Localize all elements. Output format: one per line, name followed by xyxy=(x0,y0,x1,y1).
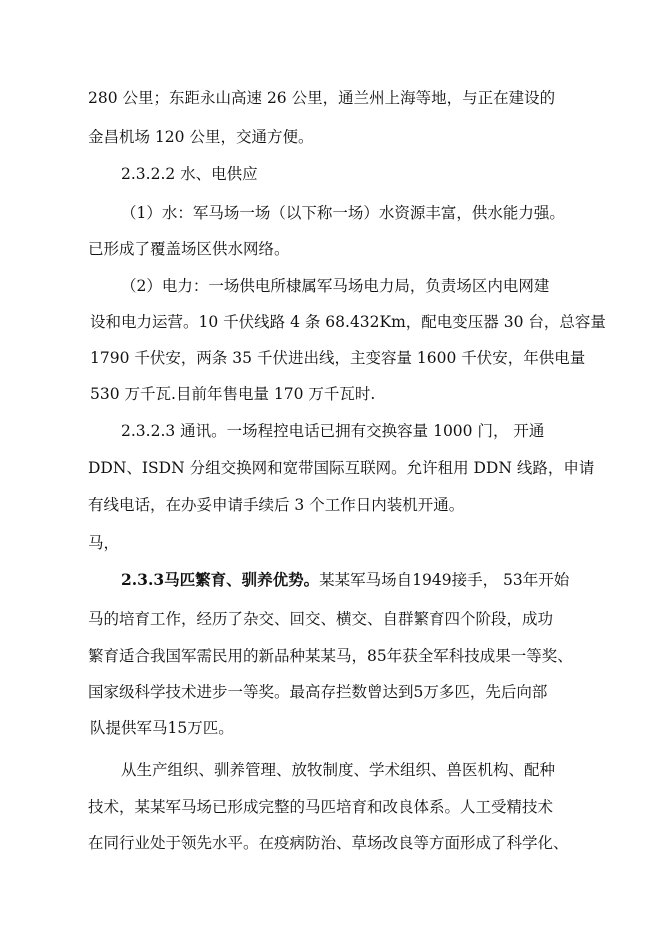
paragraph-line: 技术，某某军马场已形成完整的马匹培育和改良体系。人工受精技术 xyxy=(88,798,554,816)
paragraph-line: 马的培育工作，经历了杂交、回交、横交、自群繁育四个阶段，成功 xyxy=(88,610,554,628)
paragraph-line: 1790 千伏安，两条 35 千伏进出线，主变容量 1600 千伏安，年供电量 xyxy=(90,349,586,367)
paragraph-line: 设和电力运营。10 千伏线路 4 条 68.432Km，配电变压器 30 台，总容量 xyxy=(90,313,606,331)
paragraph-line: 队提供军马15万匹。 xyxy=(90,719,234,737)
paragraph-line: 2.3.2.3 通讯。一场程控电话已拥有交换容量 1000 门， 开通 xyxy=(121,422,545,440)
paragraph-line: 繁育适合我国军需民用的新品种某某马，85年获全军科技成果一等奖、 xyxy=(88,647,573,665)
paragraph-line xyxy=(121,570,569,590)
paragraph-line: （2）电力：一场供电所棣属军马场电力局，负责场区内电网建 xyxy=(121,277,550,295)
paragraph-text: 某某军马场自1949接手， 53年开始 xyxy=(319,571,570,589)
section-heading: 2.3.2.2 水、电供应 xyxy=(121,165,258,183)
stray-text: 马， xyxy=(88,534,120,552)
paragraph-line: 有线电话，在办妥申请手续后 3 个工作日内装机开通。 xyxy=(88,496,465,514)
paragraph-line: 从生产组织、驯养管理、放牧制度、学术组织、兽医机构、配种 xyxy=(121,761,556,779)
paragraph-line: 已形成了覆盖场区供水网络。 xyxy=(88,240,290,258)
paragraph-line: 280 公里；东距永山高速 26 公里，通兰州上海等地，与正在建设的 xyxy=(88,89,556,107)
paragraph-line: DDN、ISDN 分组交换网和宽带国际互联网。允许租用 DDN 线路，申请 xyxy=(88,459,595,477)
paragraph-line: 国家级科学技术进步一等奖。最高存拦数曾达到5万多匹，先后向部 xyxy=(88,683,548,701)
paragraph-line: 530 万千瓦.目前年售电量 170 万千瓦时. xyxy=(90,385,376,403)
section-heading-bold: 2.3.3马匹繁育、驯养优势。 xyxy=(121,570,320,589)
paragraph-line: 在同行业处于领先水平。在疫病防治、草场改良等方面形成了科学化、 xyxy=(88,834,569,852)
paragraph-line: （1）水：军马场一场（以下称一场）水资源丰富，供水能力强。 xyxy=(121,204,565,222)
paragraph-line: 金昌机场 120 公里，交通方便。 xyxy=(88,128,314,146)
